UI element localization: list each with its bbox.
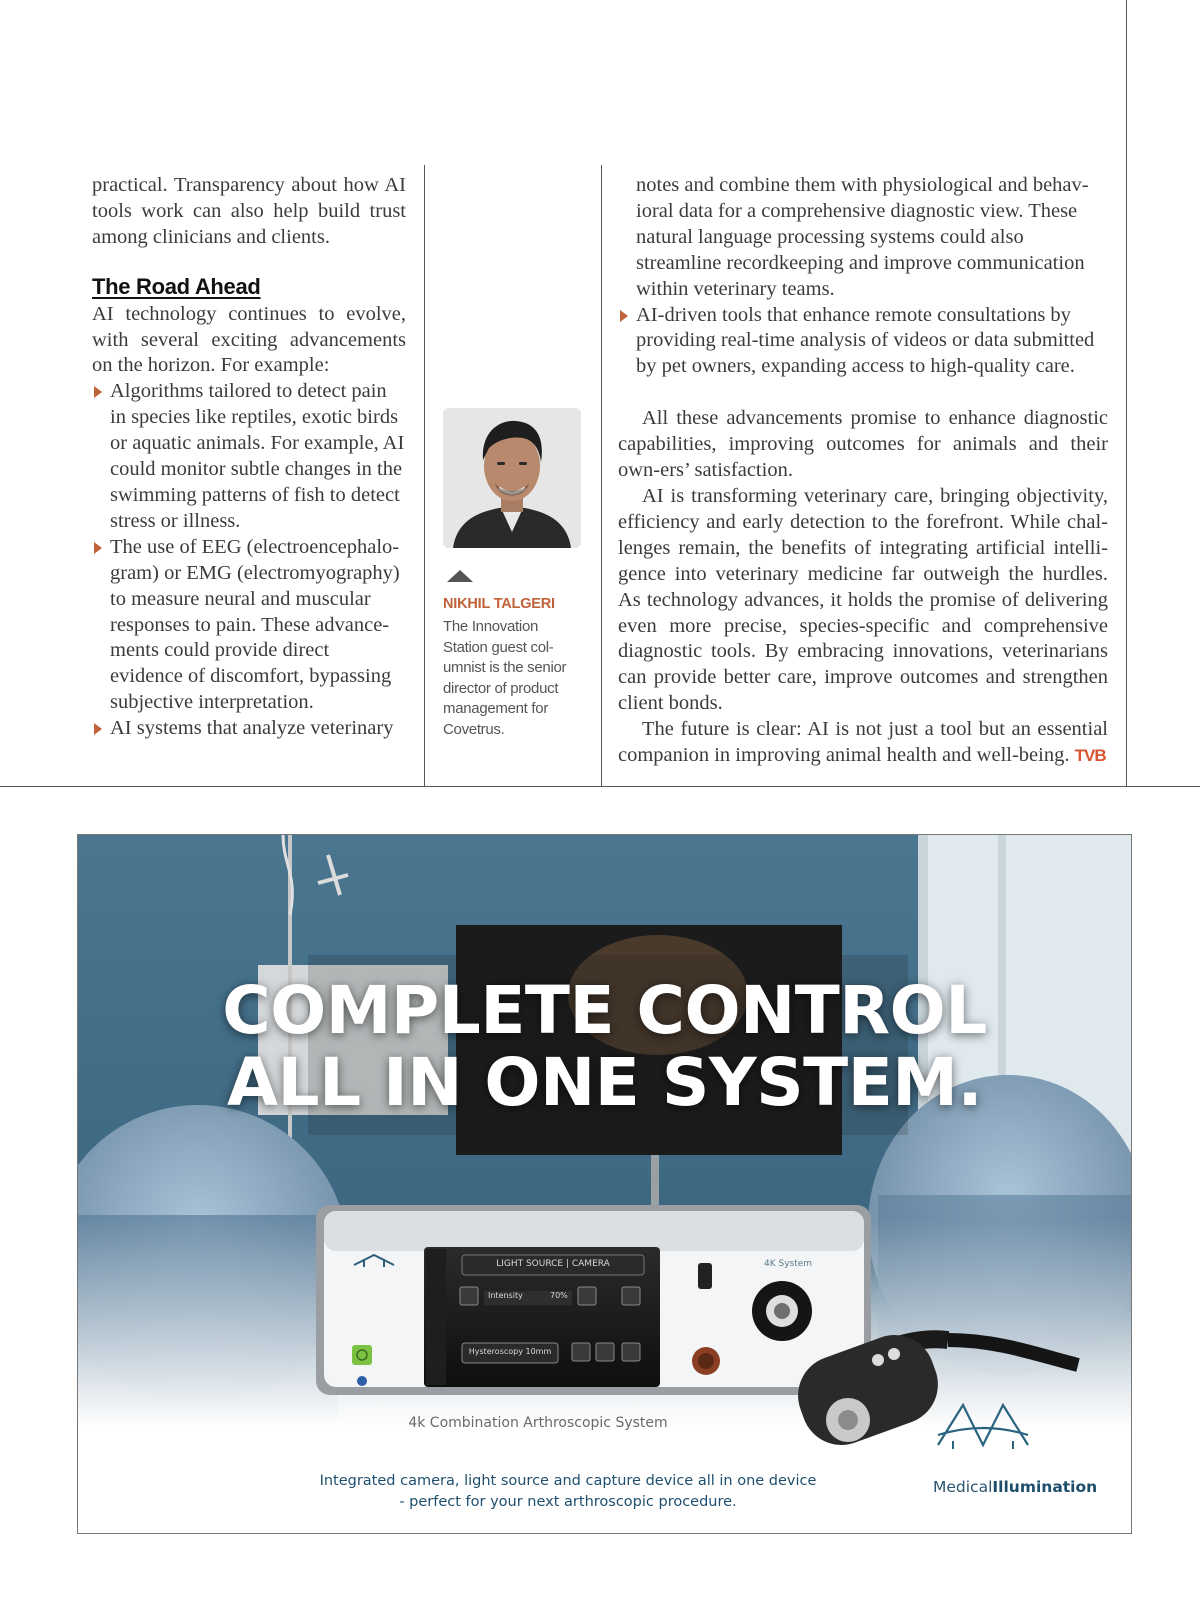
closing-paragraph [618, 717, 1108, 769]
intro-paragraph: practical. Transparency about how AI tools work can also help build trust among clinicians and clients. [92, 174, 406, 248]
list-item-continued [618, 173, 1108, 303]
device-intensity-label: Intensity [488, 1291, 523, 1300]
device-preset-label: Hysteroscopy 10mm [468, 1347, 552, 1356]
device-intensity-value: 70% [550, 1291, 568, 1300]
device-screen-title: LIGHT SOURCE | CAMERA [496, 1259, 610, 1269]
section-heading: The Road Ahead [92, 273, 261, 299]
section-divider [0, 786, 1200, 787]
page-edge-rule [1126, 0, 1127, 786]
continued-text: notes and combine them with physiological and behav-ioral data for a comprehensive diagnostic view. These natural language processing systems could also streamline recordkeeping and improve communication within veterinary teams. [636, 174, 1089, 300]
brand-light: Medical [933, 1478, 993, 1496]
article-column-3 [618, 173, 1108, 769]
column-rule-2 [601, 165, 602, 786]
article-column-1 [92, 173, 406, 742]
brand-logo-text [933, 1478, 1097, 1496]
body-paragraph: AI is transforming veterinary care, bringing objectivity, efficiency and early detection to the forefront. While chal-lenges remain, the benefits of integrating artificial intelli-gence into veterinary medicine far outweigh the hurdles. As technology advances, it holds the promise of delivering even more precise, species-specific and comprehensive diagnostic tools. By embracing innovations, veterinarians can provide better care, improve outcomes and strengthen client bonds. [618, 484, 1108, 715]
closing-text: The future is clear: AI is not just a tool but an essential companion in improving animal health and well-being. [618, 718, 1108, 767]
author-name: NIKHIL TALGERI [443, 596, 555, 612]
lead-paragraph: AI technology continues to evolve, with several exciting advancements on the horizon. For example: [92, 302, 406, 377]
ad-tagline-line-2: - perfect for your next arthroscopic procedure. [399, 1493, 737, 1510]
ad-headline-line-1: COMPLETE CONTROL [222, 972, 987, 1049]
ad-tagline-line-1: Integrated camera, light source and capture device all in one device [319, 1473, 817, 1489]
ad-product-caption: 4k Combination Arthroscopic System [408, 1415, 668, 1431]
ad-tagline [308, 1471, 828, 1512]
brand-bold: Illumination [992, 1478, 1098, 1496]
list-item: Algorithms tailored to detect pain in species like reptiles, exotic birds or aquatic animals. For example, AI could monitor subtle changes in the swimming patterns of fish to detect stress or illness. [92, 379, 406, 534]
body-paragraph: All these advancements promise to enhance diagnostic capabilities, improving outcomes for animals and their own-ers’ satisfaction. [618, 407, 1108, 482]
author-bio: The Innovation Station guest col-umnist is the senior director of product management for Covetrus. [443, 618, 567, 738]
author-portrait-image [443, 408, 581, 548]
list-item: The use of EEG (electroencephalo-gram) or EMG (electromyography) to measure neural and muscular responses to pain. These advance-ments could provide direct evidence of discomfort, bypassing subjective interpretation. [92, 535, 406, 716]
advancements-list [92, 379, 406, 742]
tvb-end-mark: TVB [1074, 746, 1106, 766]
continued-list [618, 173, 1108, 380]
advertisement[interactable] [77, 834, 1132, 1534]
ad-headline-line-2: ALL IN ONE SYSTEM. [226, 1044, 983, 1121]
up-arrow-icon [447, 570, 473, 582]
list-item: AI-driven tools that enhance remote consultations by providing real-time analysis of videos or data submitted by pet owners, expanding access to high-quality care. [618, 303, 1108, 381]
device-badge: 4K System [764, 1259, 813, 1269]
ad-headline [78, 972, 1131, 1121]
author-photo [443, 408, 581, 548]
column-rule-1 [424, 165, 425, 786]
list-item: AI systems that analyze veterinary [92, 716, 406, 742]
